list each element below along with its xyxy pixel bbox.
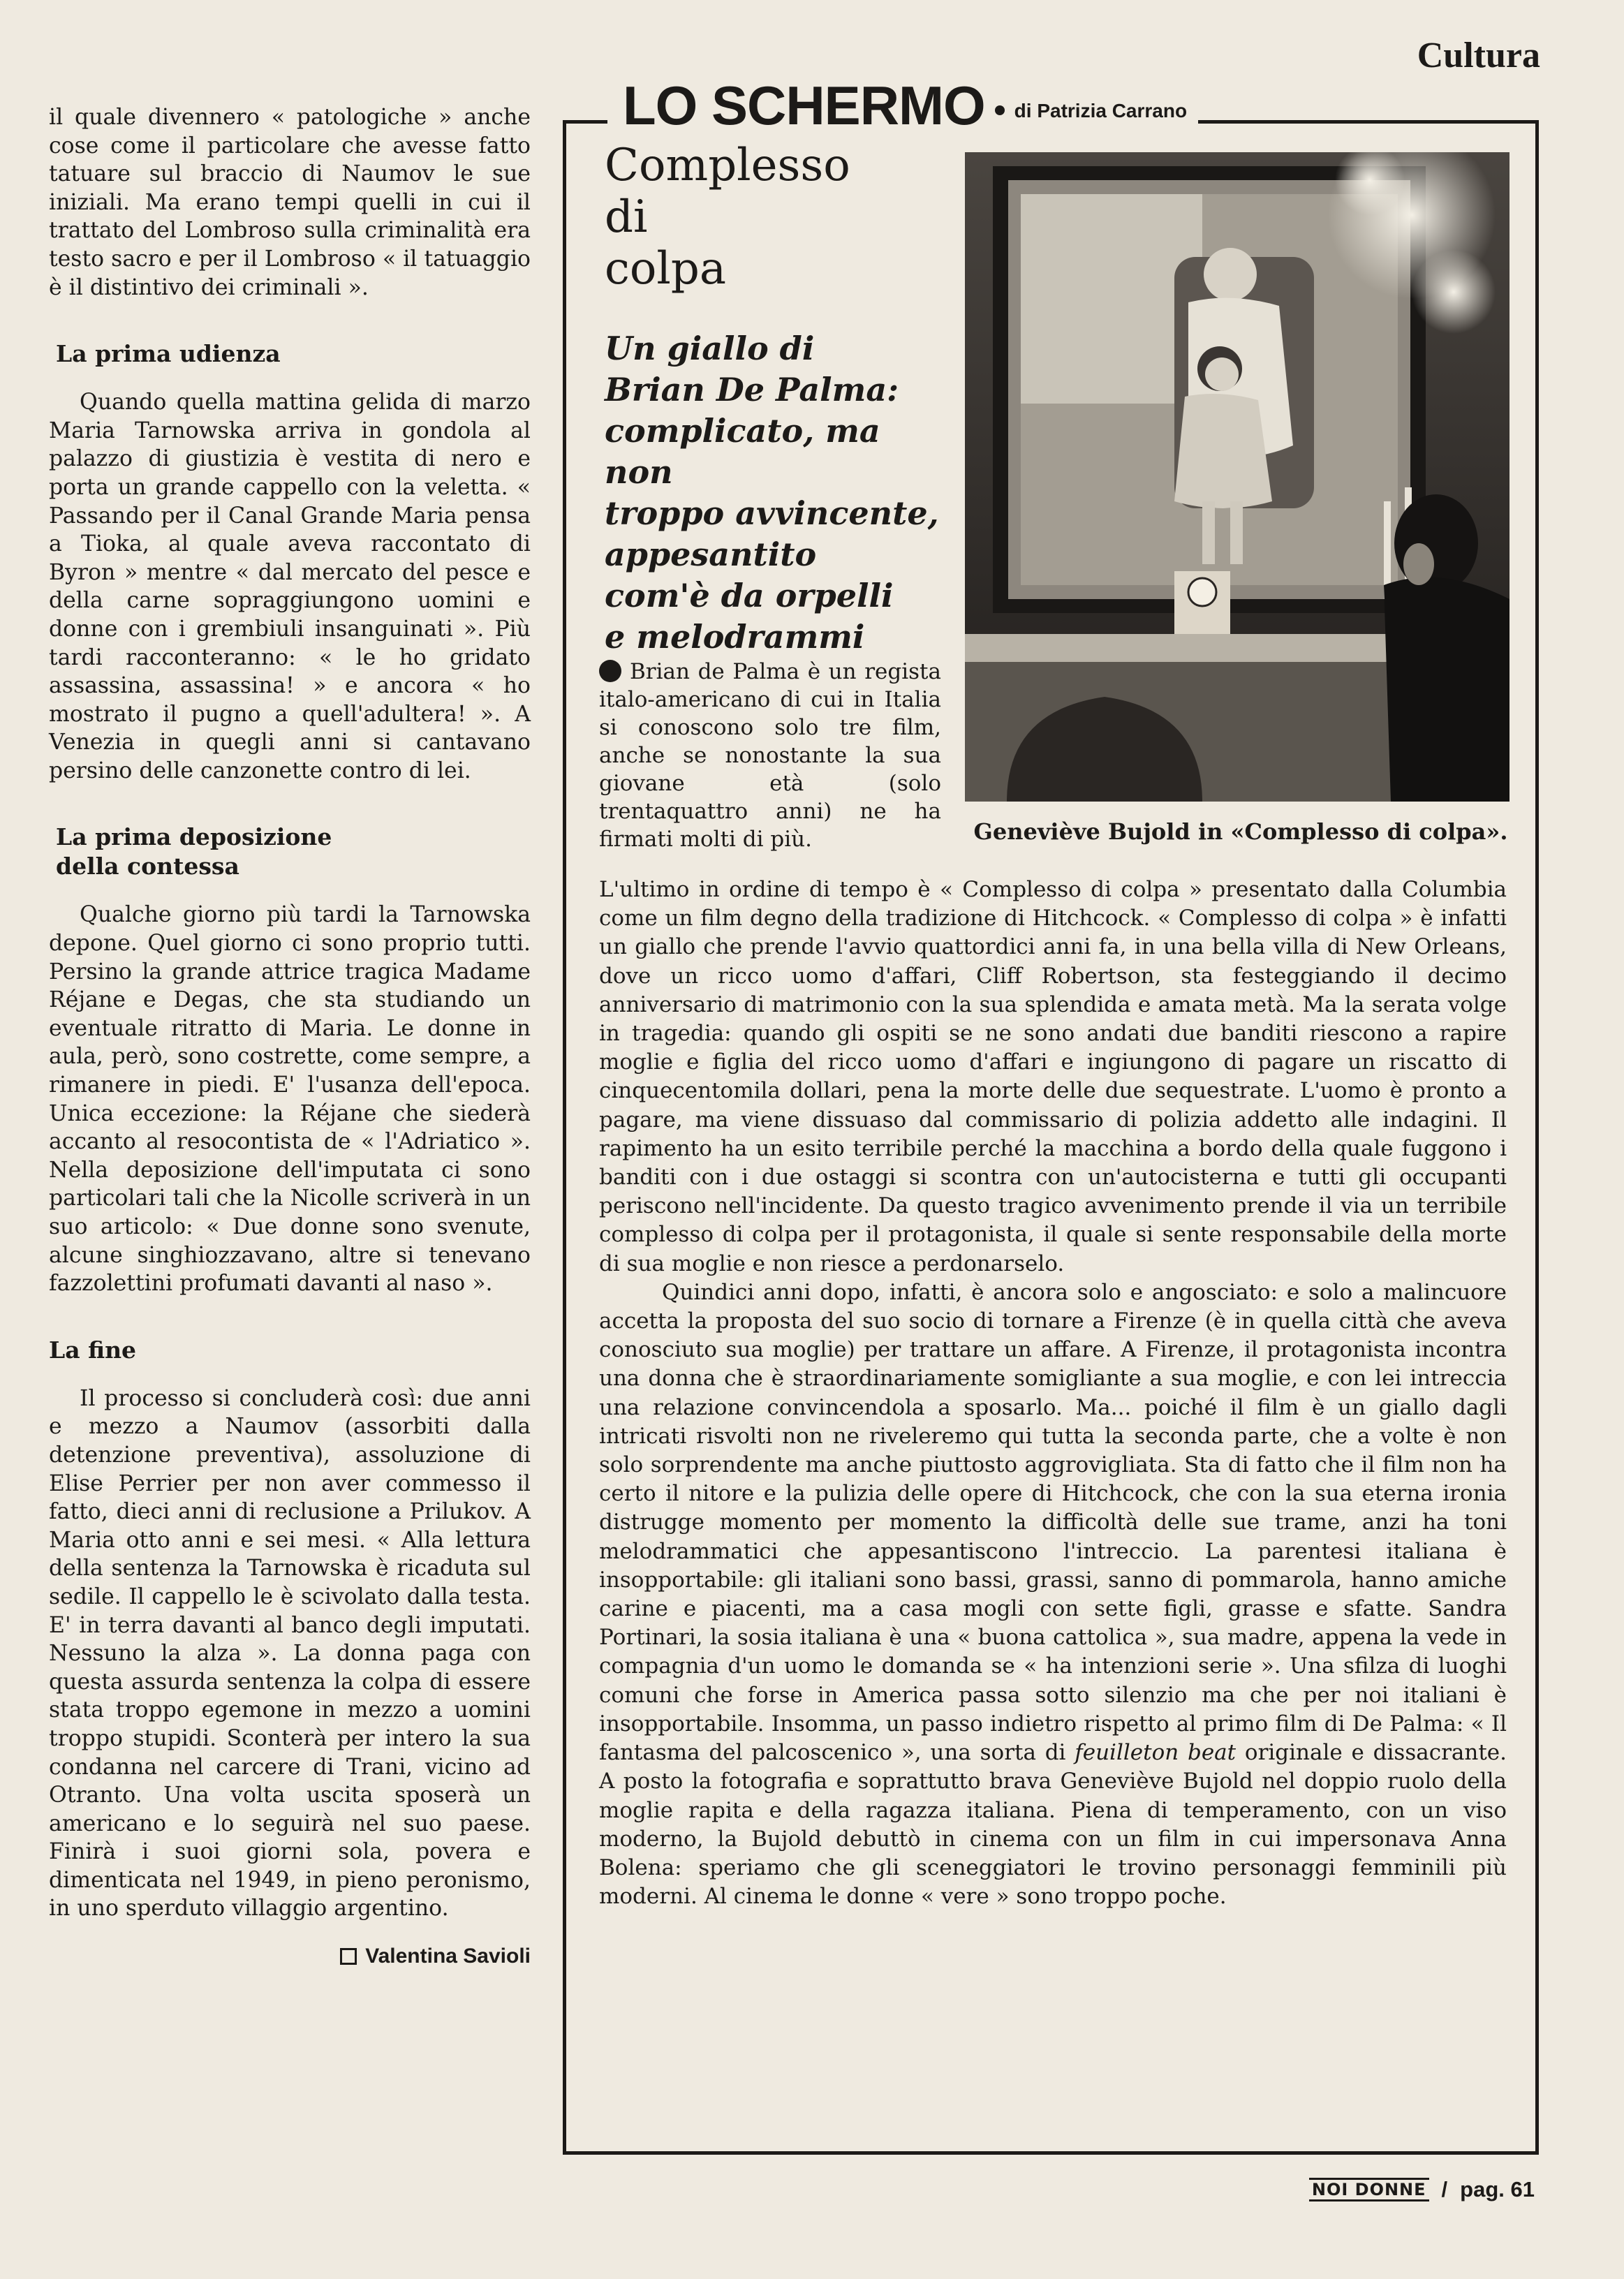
- headline-line: Complesso: [605, 140, 850, 191]
- bullet-dot-icon: [995, 105, 1005, 115]
- section-label: Cultura: [1417, 36, 1540, 75]
- square-end-mark-icon: [340, 1948, 357, 1965]
- left-paragraph-1: Quando quella mattina gelida di marzo Maria Tarnowska arriva in gondola al palazzo di giustizia è vestita di nero e porta un grande cappello con la veletta. « Passando per il Canal Grande Maria pensa a Tioka, al quale aveva raccontato di Byron » mentre « dal mercato del pesce e della carne sopraggiungono uomini e donne con i grembiuli insanguinati ». Più tardi racconteranno: « le ho gridato assassina, assassina! » e ancora « ho mostrato il pugno a quell'adultera! ». A Venezia in quegli anni si cantavano persino delle canzonette contro di lei.: [49, 390, 531, 783]
- subheading-la-fine: La fine: [49, 1336, 137, 1364]
- magazine-logo: NOI DONNE: [1309, 2178, 1429, 2201]
- headline-line: di: [605, 191, 648, 243]
- photo-caption: Geneviève Bujold in «Complesso di colpa».: [973, 818, 1508, 845]
- article-body: [599, 876, 1507, 1911]
- article-headline: [605, 140, 940, 295]
- byline: di Patrizia Carrano: [1014, 100, 1188, 121]
- body-paragraph-2-end: originale e dissacrante. A posto la fotografia e soprattutto brava Geneviève Bujold nel doppio ruolo della moglie rapita e della ragazza italiana. Piena di temperamento, con un viso moderno, la Bujold debuttò in cinema con un film in cui impersonava Anna Bolena: speriamo che gli sceneggiatori le trovino personaggi femminili più moderni. Al cinema le donne « vere » sono troppo poche.: [599, 1740, 1507, 1910]
- film-still-photo: [965, 152, 1509, 802]
- subhead-line: Brian De Palma:: [605, 371, 899, 408]
- rubric-header: [607, 75, 1198, 135]
- page-number: pag. 61: [1460, 2177, 1535, 2201]
- left-paragraph-3: Il processo si concluderà così: due anni e mezzo a Naumov (assorbiti dalla detenzione preventiva), assoluzione di Elise Perrier per non aver commesso il fatto, dieci anni di reclusione a Prilukov. A Maria otto anni e sei mesi. « Alla lettura della sentenza la Tarnowska è ricaduta sul sedile. Il cappello le è scivolato dalla testa. E' in terra davanti al banco degli imputati. Nessuno la alza ». La donna paga con questa assurda sentenza la colpa di essere stata troppo egemone in mezzo a uomini troppo stupidi. Sconterà per intero la sua condanna nel carcere di Trani, vicino ad Otranto. Una volta uscita sposerà un americano e lo seguirà nel suo paese. Finirà i suoi giorni sola, povera e dimenticata nel 1949, in pieno peronismo, in uno sperduto villaggio argentino.: [49, 1385, 531, 1922]
- article-lead: [599, 658, 941, 853]
- subheading-prima-deposizione: La prima deposizione della contessa: [56, 823, 332, 880]
- article-subheadline: [605, 328, 947, 658]
- left-intro-paragraph: il quale divennero « patologiche » anche cose come il particolare che avesse fatto tatuare sul braccio di Naumov le sue iniziali. Ma erano tempi quelli in cui il trattato del Lombroso sulla criminalità era testo sacro e per il Lombroso « il tatuaggio è il distintivo dei criminali ».: [49, 105, 531, 300]
- italic-term: feuilleton beat: [1075, 1740, 1237, 1766]
- subhead-line: com'è da orpelli: [605, 577, 894, 614]
- body-paragraph-1: L'ultimo in ordine di tempo è « Complesso di colpa » presentato dalla Columbia come un film degno della tradizione di Hitchcock. « Complesso di colpa » è infatti un giallo che prende l'avvio quattordici anni fa, in una bella villa di New Orleans, dove un ricco uomo d'affari, Cliff Robertson, sta festeggiando il decimo anniversario di matrimonio con la sua splendida e amata metà. Ma la serata volge in tragedia: quando gli ospiti se ne sono andati due banditi riescono a rapire moglie e figlia del ricco uomo d'affari e ingiungono di pagare un riscatto di cinquecentomila dollari, pena la morte delle due sequestrate. L'uomo è pronto a pagare, ma viene dissuaso dal commissario di polizia addetto alle indagini. Il rapimento ha un esito terribile perché la macchina a bordo della quale fuggono i banditi con i due ostaggi si scontra con un'autocisterna e tutti gli occupanti periscono nell'incidente. Da questo tragico avvenimento prende il via un terribile complesso di colpa per il protagonista, il quale si sente responsabile della morte di sua moglie e non riesce a perdonarselo.: [599, 877, 1507, 1276]
- lead-text: Brian de Palma è un regista italo-americano di cui in Italia si conoscono solo tre film, anche se nonostante la sua giovane età (solo trentaquattro anni) ne ha firmati molti di più.: [599, 659, 941, 852]
- photo-illustration: [965, 152, 1509, 802]
- subhead-line: appesantito: [605, 536, 817, 573]
- subhead-line: Un giallo di: [605, 330, 815, 367]
- author-name: Valentina Savioli: [365, 1945, 531, 1968]
- left-paragraph-2: Qualche giorno più tardi la Tarnowska depone. Quel giorno ci sono proprio tutti. Persino la grande attrice tragica Madame Réjane e Degas, che sta studiando un eventuale ritratto di Maria. Le donne in aula, però, sono costrette, come sempre, a rimanere in piedi. E' l'usanza dell'epoca. Unica eccezione: la Réjane che siederà accanto al resocontista de « l'Adriatico ». Nella deposizione dell'imputata ci sono particolari tali che la Nicolle scriverà in un suo articolo: « Due donne sono svenute, alcune singhiozzavano, altre si tenevano fazzolettini profumati davanti al naso ».: [49, 902, 531, 1297]
- body-paragraph-2: [599, 1278, 1507, 1911]
- footer-separator: /: [1441, 2177, 1448, 2201]
- subheading-prima-udienza: La prima udienza: [56, 340, 281, 368]
- page-footer: [1309, 2177, 1535, 2202]
- lead-paragraph: [599, 658, 941, 853]
- headline-line: colpa: [605, 243, 726, 295]
- author-signature: [49, 1942, 531, 1971]
- rubric-title: LO SCHERMO: [623, 75, 985, 136]
- subhead-line: e melodrammi: [605, 618, 865, 656]
- subhead-line: complicato, ma non: [605, 412, 880, 491]
- bullet-dot-icon: [599, 660, 621, 682]
- subhead-line: troppo avvincente,: [605, 494, 939, 532]
- left-column: [49, 103, 531, 1971]
- body-paragraph-2-text: Quindici anni dopo, infatti, è ancora solo e angosciato: e solo a malincuore accetta la proposta del suo socio di tornare a Firenze (è in quella città che aveva conosciuto sua moglie) per trattare un affare. A Firenze, il protagonista incontra una donna che è straordinariamente somigliante a sua moglie, e con lei intreccia una relazione convincendola a sposarlo. Ma... poiché il film è un giallo dagli intricati risvolti non ne riveleremo qui tutta la seconda parte, che a volte è non solo sorprendente ma anche piuttosto aggrovigliata. Sta di fatto che il film non ha certo il nitore e la pulizia delle opere di Hitchcock, che con la sua eterna ironia distrugge momento per momento la difficoltà delle sue trame, anzi ha toni melodrammatici che appesantiscono l'intreccio. La parentesi italiana è insopportabile: gli italiani sono bassi, grassi, sanno di pommarola, hanno amiche carine e piacenti, ma a casa mogli con sette figli, grasse e sfatte. Sandra Portinari, la sosia italiana è una « buona cattolica », sua madre, appena la vede in compagnia d'un uomo le domanda se « ha intenzioni serie ». Una sfilza di luoghi comuni che forse in America passa sotto silenzio ma che per noi italiani è insopportabile. Insomma, un passo indietro rispetto al primo film di De Palma: « Il fantasma del palcoscenico », una sorta di: [599, 1279, 1507, 1766]
